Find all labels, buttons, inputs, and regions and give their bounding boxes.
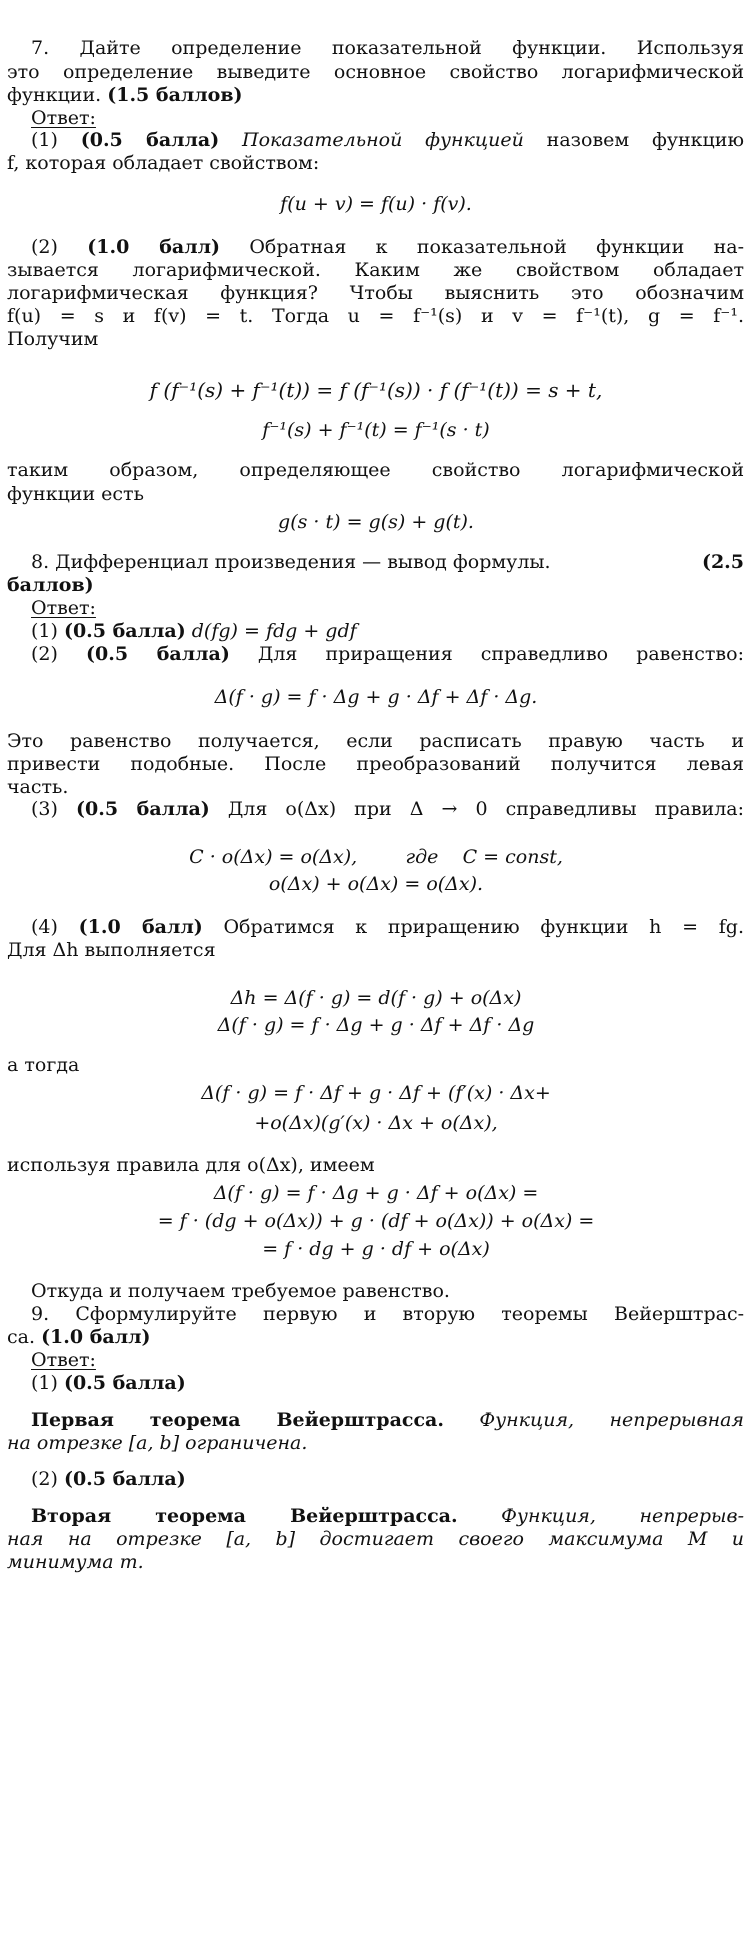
- q8-equation-3: o(Δx) + o(Δx) = o(Δx).: [268, 873, 484, 895]
- q7-p2-rest: Обратная к показательной функции на-: [249, 236, 744, 258]
- q9-theorem-2-line-1: [31, 1504, 744, 1528]
- q8-equation-10: = f · dg + g · df + o(Δx): [262, 1238, 490, 1260]
- q9-part-2: [31, 1467, 744, 1491]
- q9-part-1: [31, 1371, 744, 1395]
- q9-theorem-2-title: Вторая теорема Вейерштрасса.: [31, 1505, 458, 1527]
- q9-theorem-1-text: Функция, непрерывная: [479, 1409, 744, 1431]
- q8-paragraph-line-2: привести подобные. После преобразований получится левая: [7, 753, 744, 775]
- q9-p1-num: (1): [31, 1372, 58, 1394]
- q8-equation-4: Δh = Δ(f · g) = d(f · g) + o(Δx): [230, 987, 522, 1009]
- q8-p3-points: (0.5 балла): [76, 798, 210, 820]
- q9-p1-points: (0.5 балла): [63, 1372, 186, 1394]
- q7-line-3: [7, 83, 744, 107]
- q8-line-1-text: 8. Дифференциал произведения — вывод формулы.: [31, 551, 551, 573]
- q8-part-4-line-2: Для Δh выполняется: [7, 939, 216, 961]
- q7-line-3-text: функции.: [7, 84, 102, 106]
- q7-p1-rest: назовем функцию: [546, 129, 744, 151]
- q8-part-4: [31, 915, 744, 939]
- q9-theorem-1-title: Первая теорема Вейерштрасса.: [31, 1409, 444, 1431]
- q8-points-part-2: баллов): [7, 574, 94, 596]
- q9-theorem-2-line-3: минимума m.: [7, 1551, 144, 1573]
- q7-p2-num: (2): [31, 236, 58, 258]
- q8-equation-1: Δ(f · g) = f · Δg + g · Δf + Δf · Δg.: [214, 686, 538, 708]
- q8-line-1: [31, 550, 744, 574]
- q9-theorem-2-line-2: ная на отрезке [a, b] достигает своего максимума M и: [7, 1528, 744, 1550]
- q9-line-2-text: са.: [7, 1326, 36, 1348]
- q8-equation-2: C · o(Δx) = o(Δx), где C = const,: [189, 846, 563, 868]
- q8-part-2: [31, 642, 744, 666]
- q8-equation-7: +o(Δx)(g′(x) · Δx + o(Δx),: [254, 1112, 498, 1134]
- q7-equation-3: f⁻¹(s) + f⁻¹(t) = f⁻¹(s · t): [262, 419, 490, 441]
- q7-part-1-line-1: [31, 128, 744, 152]
- q7-part-2-line-2: зывается логарифмической. Каким же свойством обладает: [7, 259, 744, 281]
- q7-line-2: это определение выведите основное свойство логарифмической: [7, 61, 744, 83]
- q7-part-1-line-2: f, которая обладает свойством:: [7, 152, 320, 174]
- q7-part-2-line-3: логарифмическая функция? Чтобы выяснить это обозначим: [7, 282, 744, 304]
- q8-p3-num: (3): [31, 798, 58, 820]
- q7-p1-points: (0.5 балла): [80, 129, 220, 151]
- q8-equation-6: Δ(f · g) = f · Δf + g · Δf + (f′(x) · Δx+: [201, 1082, 551, 1104]
- q8-p2-num: (2): [31, 643, 58, 665]
- q8-points-part-1: (2.5: [701, 551, 744, 573]
- q7-p1-num: (1): [31, 129, 58, 151]
- q7-p1-term: Показательной функцией: [242, 129, 524, 151]
- q9-points: (1.0 балл): [41, 1326, 151, 1348]
- q8-paragraph-line-1: Это равенство получается, если расписать правую часть и: [7, 730, 744, 752]
- q8-equation-9: = f · (dg + o(Δx)) + g · (df + o(Δx)) + o(Δx) =: [157, 1210, 595, 1232]
- q7-part-2-line-1: [31, 235, 744, 259]
- q7-equation-2: f (f⁻¹(s) + f⁻¹(t)) = f (f⁻¹(s)) · f (f⁻¹(t)) = s + t,: [149, 378, 603, 402]
- q9-answer-label: Ответ:: [31, 1349, 96, 1371]
- q8-answer-label: Ответ:: [31, 597, 96, 619]
- q7-answer-label: Ответ:: [31, 107, 96, 129]
- q8-using-rules: используя правила для o(Δx), имеем: [7, 1154, 375, 1176]
- q8-paragraph-line-3: часть.: [7, 776, 69, 798]
- q7-line-1: 7. Дайте определение показательной функции. Используя: [31, 37, 744, 59]
- q8-p2-points: (0.5 балла): [86, 643, 230, 665]
- q8-p3-text: Для o(Δx) при Δ → 0 справедливы правила:: [227, 798, 745, 820]
- q7-equation-1: f(u + v) = f(u) · f(v).: [280, 193, 472, 215]
- q8-part-1: [31, 619, 744, 643]
- q7-conclusion-line-2: функции есть: [7, 483, 144, 505]
- q8-p1-points: (0.5 балла): [63, 620, 186, 642]
- q8-part-3: [31, 797, 744, 821]
- q8-p4-num: (4): [31, 916, 58, 938]
- q7-p2-points: (1.0 балл): [87, 236, 220, 258]
- q7-conclusion-line-1: таким образом, определяющее свойство логарифмической: [7, 459, 744, 481]
- q9-p2-num: (2): [31, 1468, 58, 1490]
- q8-p2-text: Для приращения справедливо равенство:: [257, 643, 744, 665]
- q8-equation-8: Δ(f · g) = f · Δg + g · Δf + o(Δx) =: [213, 1182, 539, 1204]
- q9-line-2: [7, 1325, 744, 1349]
- q8-p1-num: (1): [31, 620, 58, 642]
- q9-p2-points: (0.5 балла): [63, 1468, 186, 1490]
- q8-then: а тогда: [7, 1054, 80, 1076]
- q9-theorem-2-text: Функция, непрерыв-: [501, 1505, 744, 1527]
- q9-theorem-1-line-1: [31, 1408, 744, 1432]
- q8-final: Откуда и получаем требуемое равенство.: [31, 1280, 450, 1302]
- q8-equation-5: Δ(f · g) = f · Δg + g · Δf + Δf · Δg: [217, 1014, 535, 1036]
- q7-points: (1.5 баллов): [107, 84, 243, 106]
- q7-part-2-line-5: Получим: [7, 328, 99, 350]
- q9-theorem-1-line-2: на отрезке [a, b] ограничена.: [7, 1432, 308, 1454]
- q8-p4-text: Обратимся к приращению функции h = fg.: [223, 916, 744, 938]
- q8-p4-points: (1.0 балл): [78, 916, 203, 938]
- q7-part-2-line-4: f(u) = s и f(v) = t. Тогда u = f⁻¹(s) и v = f⁻¹(t), g = f⁻¹.: [7, 305, 744, 327]
- q7-equation-4: g(s · t) = g(s) + g(t).: [278, 511, 474, 533]
- q9-line-1: 9. Сформулируйте первую и вторую теоремы Вейерштрас-: [31, 1303, 744, 1325]
- q8-p1-formula: d(fg) = fdg + gdf: [191, 620, 357, 642]
